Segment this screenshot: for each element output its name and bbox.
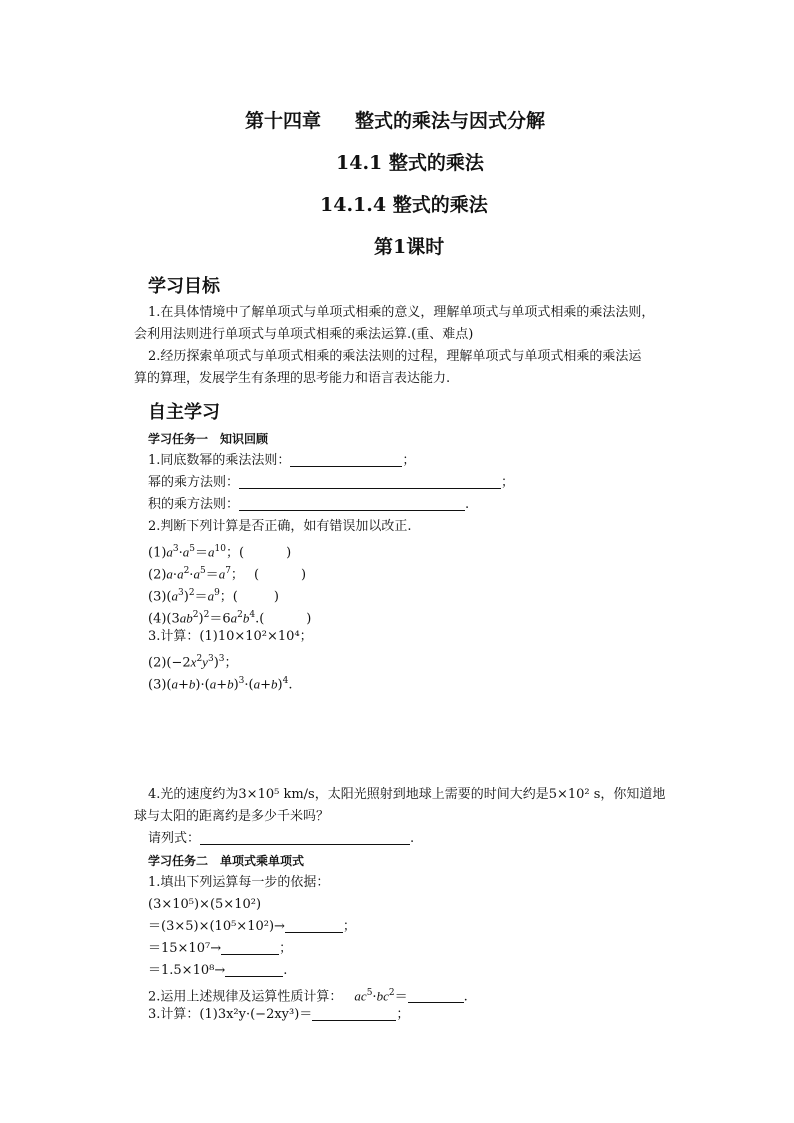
task2-q2: 2.运用上述规律及运算性质计算： $ac^5\cdot bc^2=$ . — [148, 988, 468, 1005]
chapter-name: 整式的乘法与因式分解 — [355, 110, 546, 132]
task1-q4-line-1: 4.光的速度约为3×10⁵ km/s，太阳光照射到地球上需要的时间大约是5×10² s，你知道地 — [148, 787, 666, 802]
section-title: 14.1 整式的乘法 — [336, 152, 484, 174]
task1-q2: 2.判断下列计算是否正确，如有错误加以改正. — [148, 519, 412, 534]
task2-step-3: ＝15×10⁷→ ； — [148, 941, 293, 956]
task1-q1b: 幂的乘方法则： ； — [148, 475, 515, 490]
objective-1-line-2: 会利用法则进行单项式与单项式相乘的乘法运算.(重、难点) — [134, 327, 474, 342]
task1-q1c-text: 积的乘方法则： — [148, 497, 240, 512]
objective-2-line-2: 算的算理，发展学生有条理的思考能力和语言表达能力. — [134, 371, 451, 386]
chapter-title — [245, 106, 545, 133]
task2-step-2-text: ＝(3×5)×(10⁵×10²)→ — [148, 919, 285, 934]
judge-item-1: $(1)a^3\cdot a^5=a^{10}$；( ) — [148, 544, 292, 561]
subsection-title: 14.1.4 整式的乘法 — [320, 194, 488, 216]
task1-q4-line-2: 球与太阳的距离约是多少千米吗？ — [134, 809, 330, 824]
answer-blank[interactable] — [285, 918, 343, 933]
objectives-heading: 学习目标 — [148, 276, 220, 297]
task2-heading: 学习任务二 单项式乘单项式 — [148, 854, 305, 868]
task1-q4-prompt-text: 请列式： — [148, 831, 201, 846]
task2-step-4: ＝1.5×10⁸→ . — [148, 963, 288, 978]
self-study-heading: 自主学习 — [148, 402, 220, 423]
answer-blank[interactable] — [225, 962, 283, 977]
answer-blank[interactable] — [290, 452, 402, 467]
task2-step-3-text: ＝15×10⁷→ — [148, 941, 222, 956]
task1-q1a-text: 1.同底数幂的乘法法则： — [148, 453, 291, 468]
task1-q3: 3.计算：(1)10×10²×10⁴； — [148, 629, 313, 644]
task2-step-1: (3×10⁵)×(5×10²) — [148, 897, 262, 912]
answer-blank[interactable] — [221, 940, 279, 955]
judge-item-2: $(2)a\cdot a^2\cdot a^5=a^7$； ( ) — [148, 566, 307, 583]
objective-2-line-1: 2.经历探索单项式与单项式相乘的乘法法则的过程，理解单项式与单项式相乘的乘法运 — [148, 349, 642, 364]
task1-q1a: 1.同底数幂的乘法法则： ； — [148, 453, 416, 468]
task2-q3-text: 3.计算：(1)3x²y·(−2xy³)＝ — [148, 1007, 313, 1022]
task1-q1c: 积的乘方法则： . — [148, 497, 470, 512]
chapter-number: 第十四章 — [245, 110, 322, 132]
task1-heading: 学习任务一 知识回顾 — [148, 432, 269, 446]
task2-step-4-text: ＝1.5×10⁸→ — [148, 963, 226, 978]
answer-blank[interactable] — [200, 830, 410, 845]
judge-item-3: $(3)(a^3)^2=a^9$；( ) — [148, 588, 279, 605]
task2-step-2: ＝(3×5)×(10⁵×10²)→ ； — [148, 919, 356, 934]
answer-blank[interactable] — [239, 496, 465, 511]
judge-item-4: $(4)(3ab^2)^2=6a^2b^4$.( ) — [148, 610, 312, 627]
calc-item-2: $(2)(-2x^2y^3)^3$； — [148, 654, 238, 671]
lesson-title: 第1课时 — [374, 236, 445, 258]
objective-1-line-1: 1.在具体情境中了解单项式与单项式相乘的意义，理解单项式与单项式相乘的乘法法则， — [148, 305, 655, 320]
task2-q2-text: 2.运用上述规律及运算性质计算： — [148, 989, 343, 1005]
task2-q3: 3.计算：(1)3x²y·(−2xy³)＝ ； — [148, 1007, 410, 1022]
task1-q1b-text: 幂的乘方法则： — [148, 475, 240, 490]
answer-blank[interactable] — [312, 1006, 396, 1021]
task1-q4-prompt: 请列式： . — [148, 831, 415, 846]
calc-item-3: $(3)(a+b)\cdot(a+b)^3\cdot(a+b)^4$. — [148, 676, 293, 693]
answer-blank[interactable] — [239, 474, 501, 489]
task2-q1: 1.填出下列运算每一步的依据： — [148, 875, 330, 890]
answer-blank[interactable] — [408, 988, 464, 1003]
